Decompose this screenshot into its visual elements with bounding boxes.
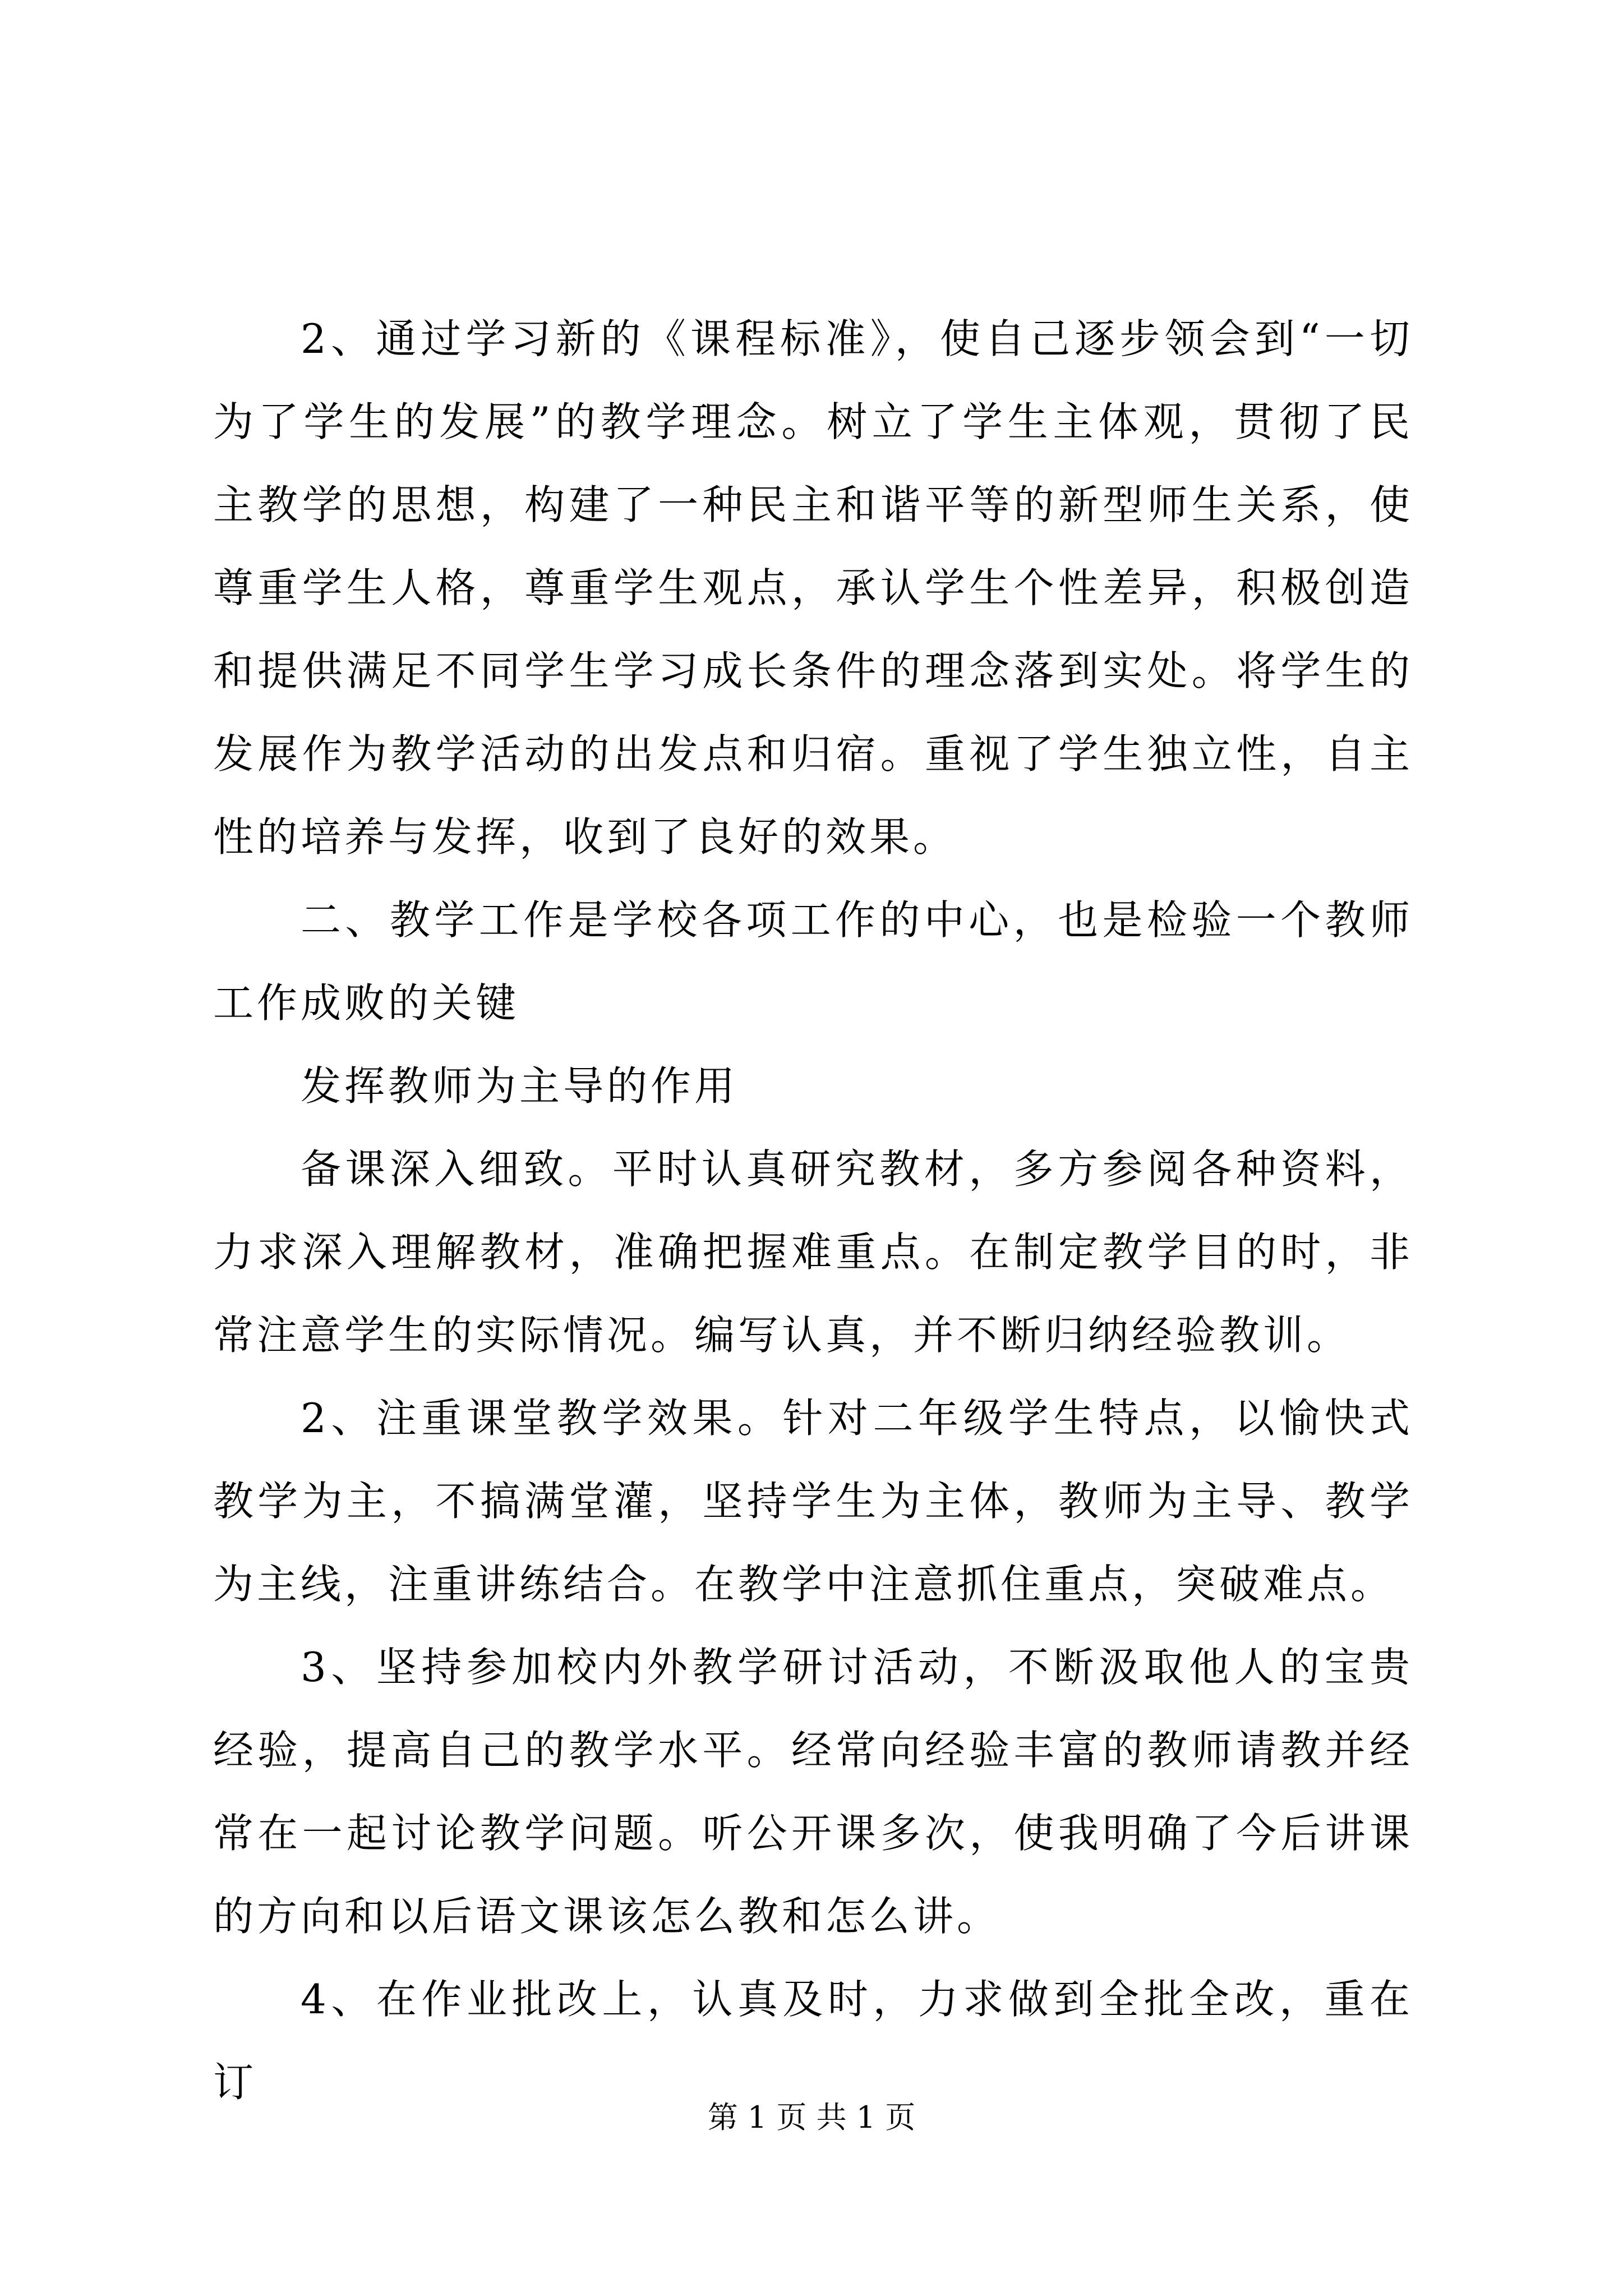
paragraph-curriculum-standard: 2、通过学习新的《课程标准》，使自己逐步领会到“一切为了学生的发展”的教学理念。树立了学生主体观，贯彻了民主教学的思想，构建了一种民主和谐平等的新型师生关系，使尊重学生人格，尊重学生观点，承认学生个性差异，积极创造和提供满足不同学生学习成长条件的理念落到实处。将学生的发展作为教学活动的出发点和归宿。重视了学生独立性，自主性的培养与发挥，收到了良好的效果。: [213, 315, 1413, 861]
paragraph-homework-correction: 4、在作业批改上，认真及时，力求做到全批全改，重在订: [213, 1976, 1413, 2106]
paragraph-section-two-heading: 二、教学工作是学校各项工作的中心，也是检验一个教师工作成败的关键: [213, 896, 1413, 1027]
page-footer: 第 1 页 共 1 页: [707, 2100, 916, 2135]
paragraph-classroom-effect: 2、注重课堂教学效果。针对二年级学生特点，以愉快式教学为主，不搞满堂灌，坚持学生为主体，教师为主导、教学为主线，注重讲练结合。在教学中注意抓住重点，突破难点。: [213, 1395, 1413, 1608]
paragraph-lesson-preparation: 备课深入细致。平时认真研究教材，多方参阅各种资料，力求深入理解教材，准确把握难重点。在制定教学目的时，非常注意学生的实际情况。编写认真，并不断归纳经验教训。: [213, 1145, 1413, 1359]
document-body: [213, 297, 1413, 2124]
paragraph-teacher-guide-role: 发挥教师为主导的作用: [301, 1062, 739, 1110]
paragraph-teaching-research: 3、坚持参加校内外教学研讨活动，不断汲取他人的宝贵经验，提高自己的教学水平。经常向经验丰富的教师请教并经常在一起讨论教学问题。听公开课多次，使我明确了今后讲课的方向和以后语文课该怎么教和怎么讲。: [213, 1644, 1413, 1940]
